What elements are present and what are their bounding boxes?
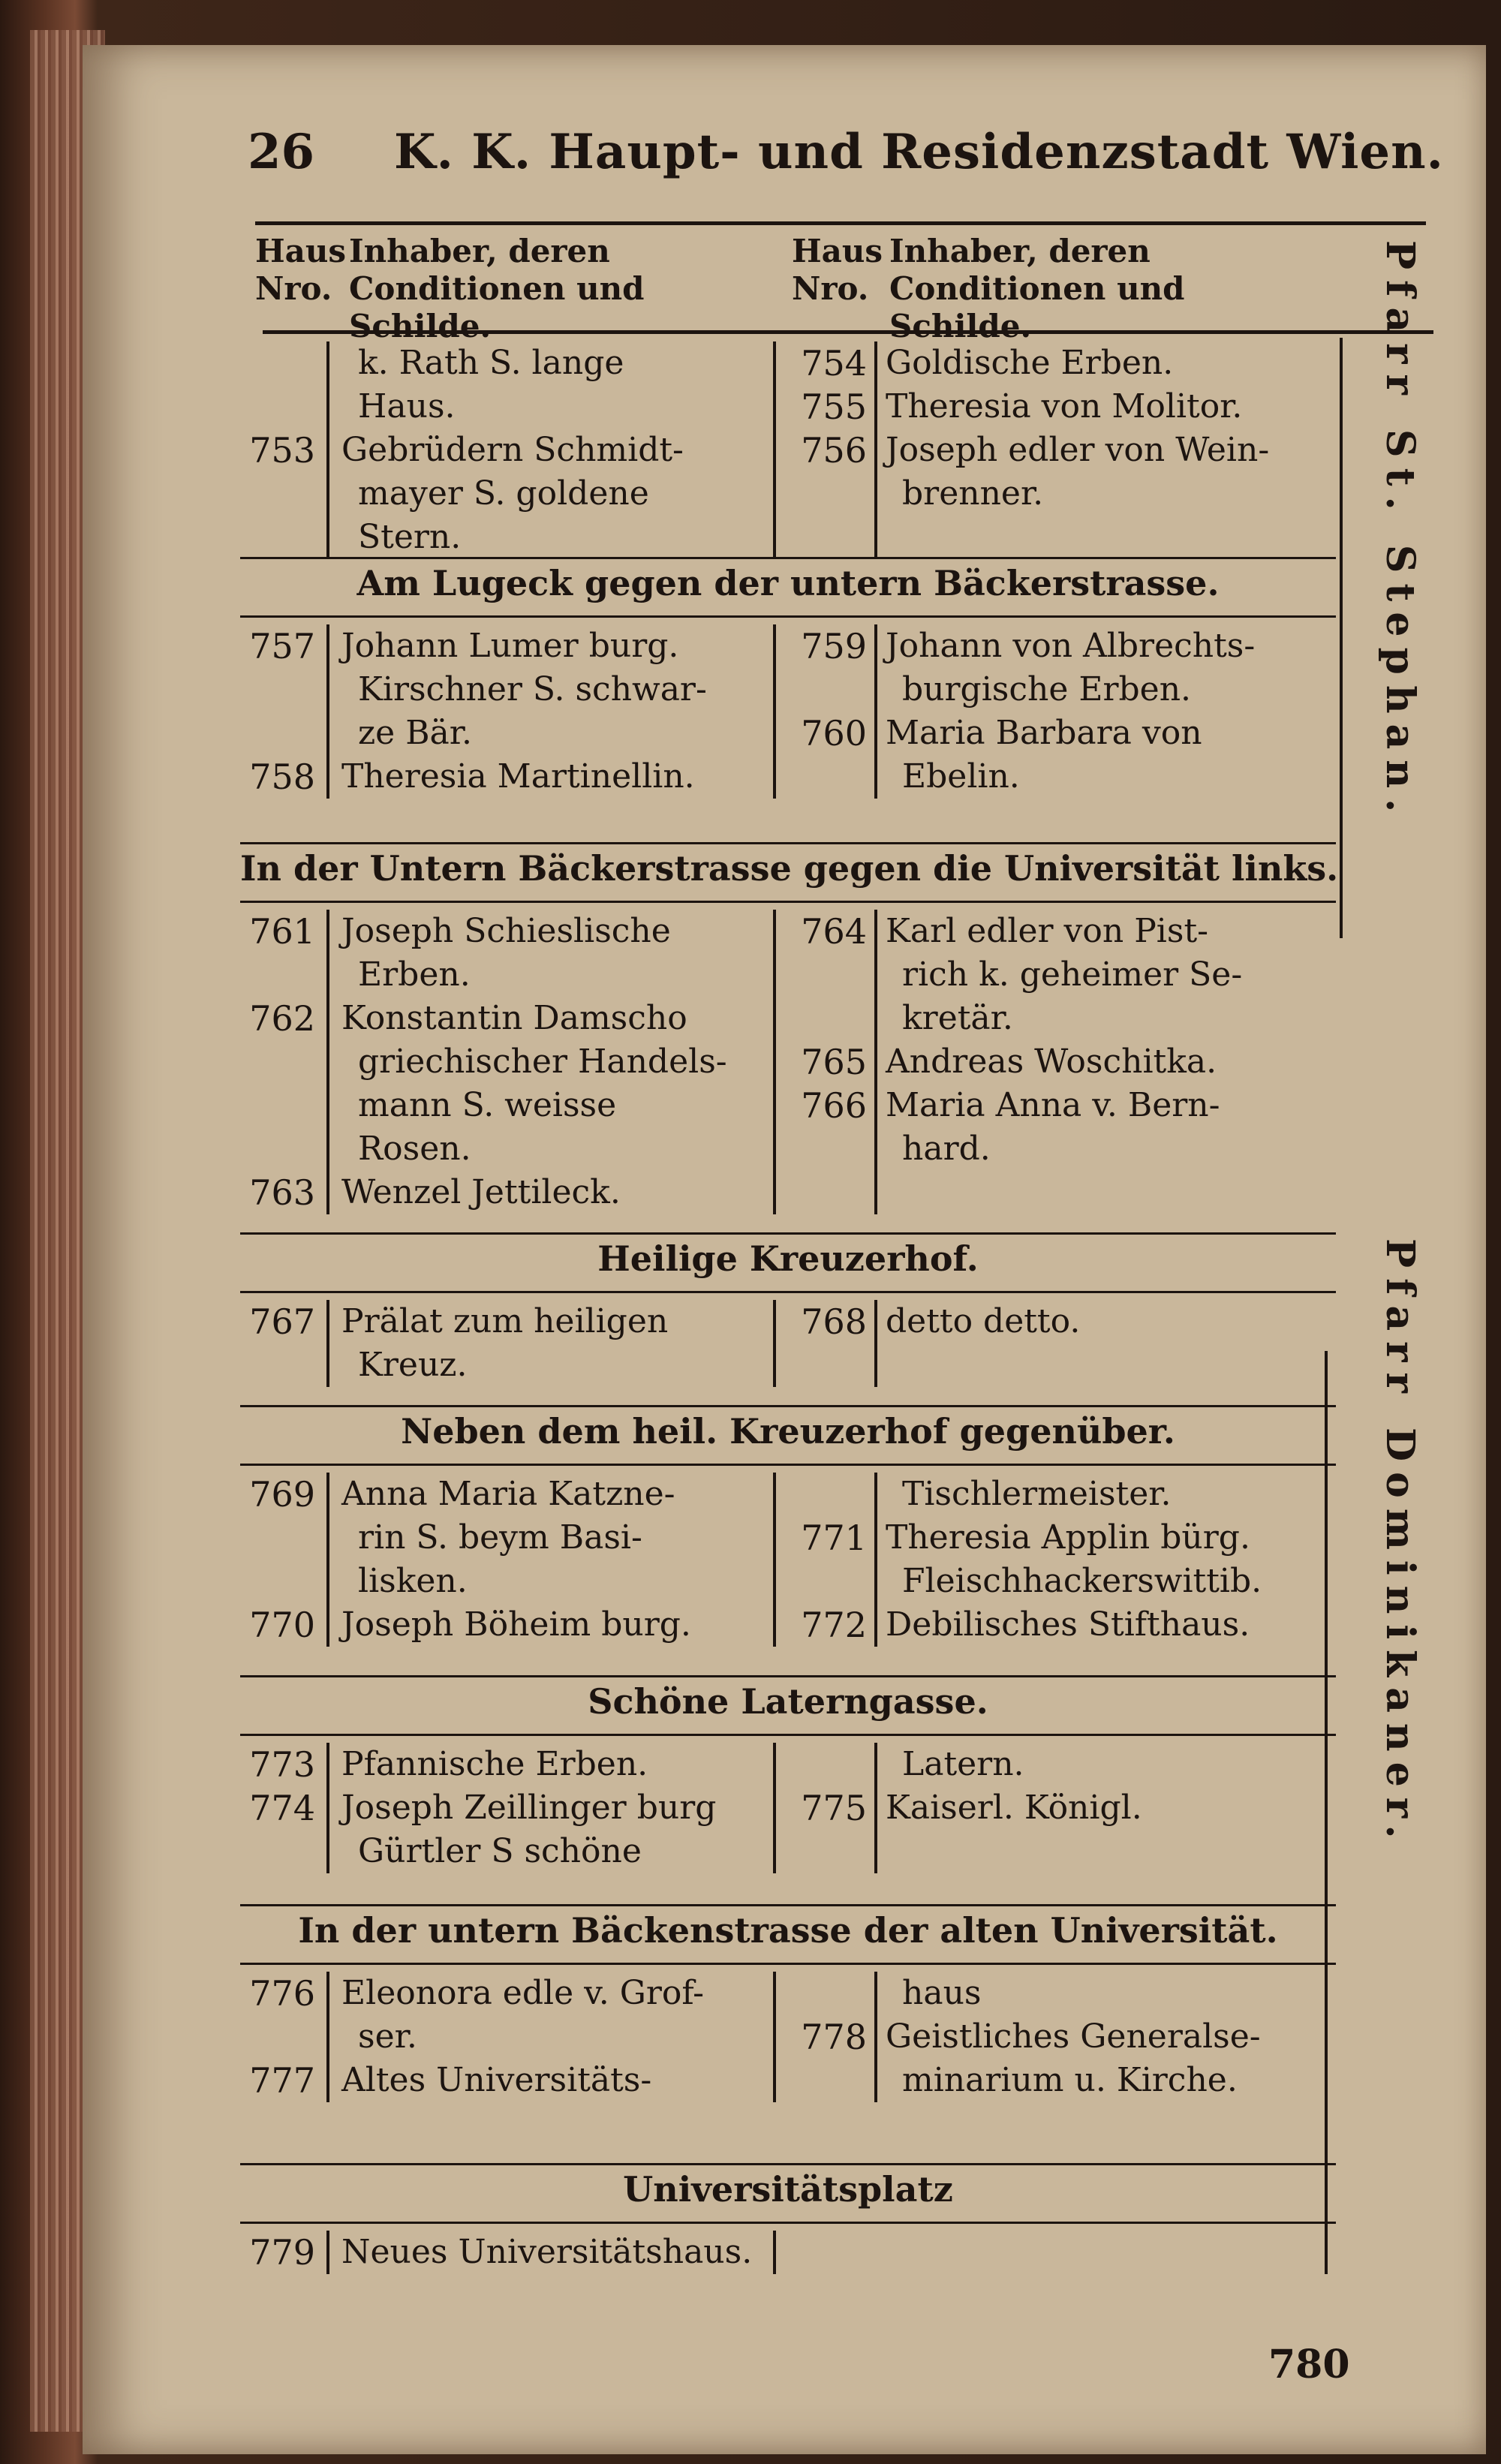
col-rule-middle	[773, 1300, 776, 1387]
owner-entry: detto detto.	[886, 1302, 1081, 1340]
owner-entry: Joseph edler von Wein-	[886, 431, 1270, 469]
section-rule-top	[240, 1405, 1336, 1407]
owner-entry: Kirschner S. schwar-	[358, 670, 707, 709]
house-number: 777	[249, 2060, 315, 2101]
house-number: 753	[249, 430, 315, 471]
col-rule-right	[874, 910, 877, 1214]
house-number: 765	[801, 1042, 867, 1082]
directory-page	[158, 113, 1444, 2424]
owner-entry: Joseph Zeillinger burg	[341, 1789, 717, 1827]
parish-label-upper: Pfarr St. Stephan.	[1377, 240, 1423, 823]
owner-entry: Johann von Albrechts-	[886, 627, 1256, 665]
parish-label-lower: Pfarr Dominikaner.	[1377, 1238, 1423, 1849]
section-rule-bottom	[240, 1963, 1336, 1965]
house-number: 761	[249, 911, 315, 952]
col-rule-right	[874, 1743, 877, 1873]
section-rule-bottom	[240, 1464, 1336, 1466]
owner-entry: Erben.	[358, 955, 471, 994]
col-rule-middle	[773, 341, 776, 559]
parish-divider-lower	[1325, 1351, 1328, 2274]
street-heading: In der Untern Bäckerstrasse gegen die Universität links.	[240, 848, 1339, 889]
section-rule-bottom	[240, 615, 1336, 618]
col-rule-left	[326, 1300, 329, 1387]
street-heading: Neben dem heil. Kreuzerhof gegenüber.	[401, 1411, 1175, 1452]
section-rule-top	[240, 557, 1336, 559]
owner-entry: Karl edler von Pist-	[886, 912, 1209, 950]
owner-entry: hard.	[902, 1130, 991, 1168]
col-rule-right	[874, 1300, 877, 1387]
house-number: 756	[801, 430, 867, 471]
catchword: 780	[1268, 2342, 1350, 2387]
section-rule-top	[240, 1675, 1336, 1677]
owner-entry: haus	[902, 1974, 982, 2012]
street-heading: Universitätsplatz	[623, 2169, 953, 2210]
col-rule-middle	[773, 624, 776, 799]
house-number: 766	[801, 1085, 867, 1126]
col-rule-left	[326, 1743, 329, 1873]
house-number: 758	[249, 757, 315, 797]
parish-divider-upper	[1340, 338, 1343, 938]
owner-entry: Rosen.	[358, 1130, 471, 1168]
col-rule-left	[326, 624, 329, 799]
page-header	[248, 120, 1444, 203]
owner-entry: k. Rath S. lange	[358, 344, 624, 382]
house-number: 776	[249, 1973, 315, 2014]
col-rule-right	[874, 624, 877, 799]
house-number: 759	[801, 626, 867, 666]
owner-entry: kretär.	[902, 999, 1013, 1037]
street-heading: Am Lugeck gegen der untern Bäckerstrasse.	[356, 563, 1220, 603]
section-rule-top	[240, 2163, 1336, 2165]
house-number: 754	[801, 343, 867, 384]
owner-entry: ser.	[358, 2017, 417, 2056]
owner-entry: mann S. weisse	[358, 1086, 617, 1124]
owner-entry: Theresia Applin bürg.	[886, 1518, 1250, 1557]
owner-entry: ze Bär.	[358, 714, 472, 752]
house-number: 768	[801, 1301, 867, 1342]
owner-entry: Gürtler S schöne	[358, 1832, 642, 1870]
col-rule-middle	[773, 1473, 776, 1647]
house-number: 771	[801, 1518, 867, 1558]
owner-entry: Maria Anna v. Bern-	[886, 1086, 1220, 1124]
owner-entry: lisken.	[358, 1562, 468, 1600]
house-number: 757	[249, 626, 315, 666]
house-number: 778	[801, 2017, 867, 2057]
owner-entry: Theresia von Molitor.	[886, 387, 1243, 426]
section-rule-bottom	[240, 2222, 1336, 2224]
owner-entry: Fleischhackerswittib.	[902, 1562, 1262, 1600]
owner-entry: Kreuz.	[358, 1346, 468, 1384]
owner-entry: Johann Lumer burg.	[341, 627, 679, 665]
col-head-right-nr: Haus Nro.	[792, 233, 883, 307]
col-rule-left	[326, 1473, 329, 1647]
col-rule-right	[874, 1473, 877, 1647]
owner-entry: Latern.	[902, 1745, 1024, 1783]
house-number: 773	[249, 1744, 315, 1785]
owner-entry: Prälat zum heiligen	[341, 1302, 669, 1340]
owner-entry: Wenzel Jettileck.	[341, 1173, 621, 1211]
col-rule-right	[874, 341, 877, 559]
section-rule-top	[240, 1232, 1336, 1235]
owner-entry: Konstantin Damscho	[341, 999, 687, 1037]
house-number: 767	[249, 1301, 315, 1342]
owner-entry: burgische Erben.	[902, 670, 1192, 709]
owner-entry: rin S. beym Basi-	[358, 1518, 642, 1557]
owner-entry: Anna Maria Katzne-	[341, 1475, 675, 1513]
owner-entry: Stern.	[358, 518, 462, 556]
house-number: 769	[249, 1474, 315, 1515]
owner-entry: Gebrüdern Schmidt-	[341, 431, 684, 469]
house-number: 772	[801, 1605, 867, 1645]
owner-entry: Ebelin.	[902, 757, 1020, 796]
owner-entry: Goldische Erben.	[886, 344, 1174, 382]
owner-entry: Eleonora edle v. Grof-	[341, 1974, 704, 2012]
page-number: 26	[248, 124, 315, 180]
col-head-left-nr: Haus Nro.	[255, 233, 347, 307]
section-rule-bottom	[240, 901, 1336, 903]
house-number: 770	[249, 1605, 315, 1645]
col-rule-left	[326, 2231, 329, 2274]
col-rule-middle	[773, 1743, 776, 1873]
house-number: 774	[249, 1788, 315, 1828]
col-head-left-desc: Inhaber, deren Conditionen und Schilde.	[349, 233, 645, 344]
street-heading: Schöne Laterngasse.	[588, 1681, 988, 1722]
house-number: 762	[249, 998, 315, 1039]
owner-entry: minarium u. Kirche.	[902, 2061, 1238, 2099]
owner-entry: Debilisches Stifthaus.	[886, 1605, 1250, 1644]
owner-entry: Andreas Woschitka.	[886, 1042, 1217, 1081]
header-rule	[255, 221, 1426, 225]
owner-entry: Maria Barbara von	[886, 714, 1202, 752]
house-number: 775	[801, 1788, 867, 1828]
section-rule-bottom	[240, 1734, 1336, 1736]
owner-entry: Pfannische Erben.	[341, 1745, 648, 1783]
running-title: K. K. Haupt- und Residenzstadt Wien.	[394, 124, 1444, 180]
col-rule-left	[326, 341, 329, 559]
owner-entry: Haus.	[358, 387, 456, 426]
house-number: 779	[249, 2232, 315, 2273]
section-rule-bottom	[240, 1291, 1336, 1293]
section-rule-top	[240, 1904, 1336, 1906]
col-rule-middle	[773, 2231, 776, 2274]
house-number: 763	[249, 1172, 315, 1213]
col-rule-middle	[773, 1972, 776, 2102]
house-number: 760	[801, 713, 867, 754]
col-rule-left	[326, 910, 329, 1214]
house-number: 755	[801, 387, 867, 427]
owner-entry: Geistliches Generalse-	[886, 2017, 1261, 2056]
col-rule-left	[326, 1972, 329, 2102]
col-rule-middle	[773, 910, 776, 1214]
owner-entry: Kaiserl. Königl.	[886, 1789, 1142, 1827]
house-number: 764	[801, 911, 867, 952]
owner-entry: Tischlermeister.	[902, 1475, 1172, 1513]
owner-entry: Joseph Schieslische	[341, 912, 671, 950]
street-heading: In der untern Bäckenstrasse der alten Universität.	[298, 1910, 1278, 1951]
street-heading: Heilige Kreuzerhof.	[597, 1238, 979, 1279]
column-head-rule	[263, 330, 1433, 334]
owner-entry: brenner.	[902, 474, 1044, 513]
owner-entry: rich k. geheimer Se-	[902, 955, 1243, 994]
col-head-right-desc: Inhaber, deren Conditionen und Schilde.	[889, 233, 1185, 344]
owner-entry: Altes Universitäts-	[341, 2061, 652, 2099]
owner-entry: Theresia Martinellin.	[341, 757, 695, 796]
owner-entry: Neues Universitätshaus.	[341, 2233, 753, 2271]
col-rule-right	[874, 1972, 877, 2102]
owner-entry: Joseph Böheim burg.	[341, 1605, 691, 1644]
owner-entry: mayer S. goldene	[358, 474, 649, 513]
owner-entry: griechischer Handels-	[358, 1042, 727, 1081]
section-rule-top	[240, 842, 1336, 844]
